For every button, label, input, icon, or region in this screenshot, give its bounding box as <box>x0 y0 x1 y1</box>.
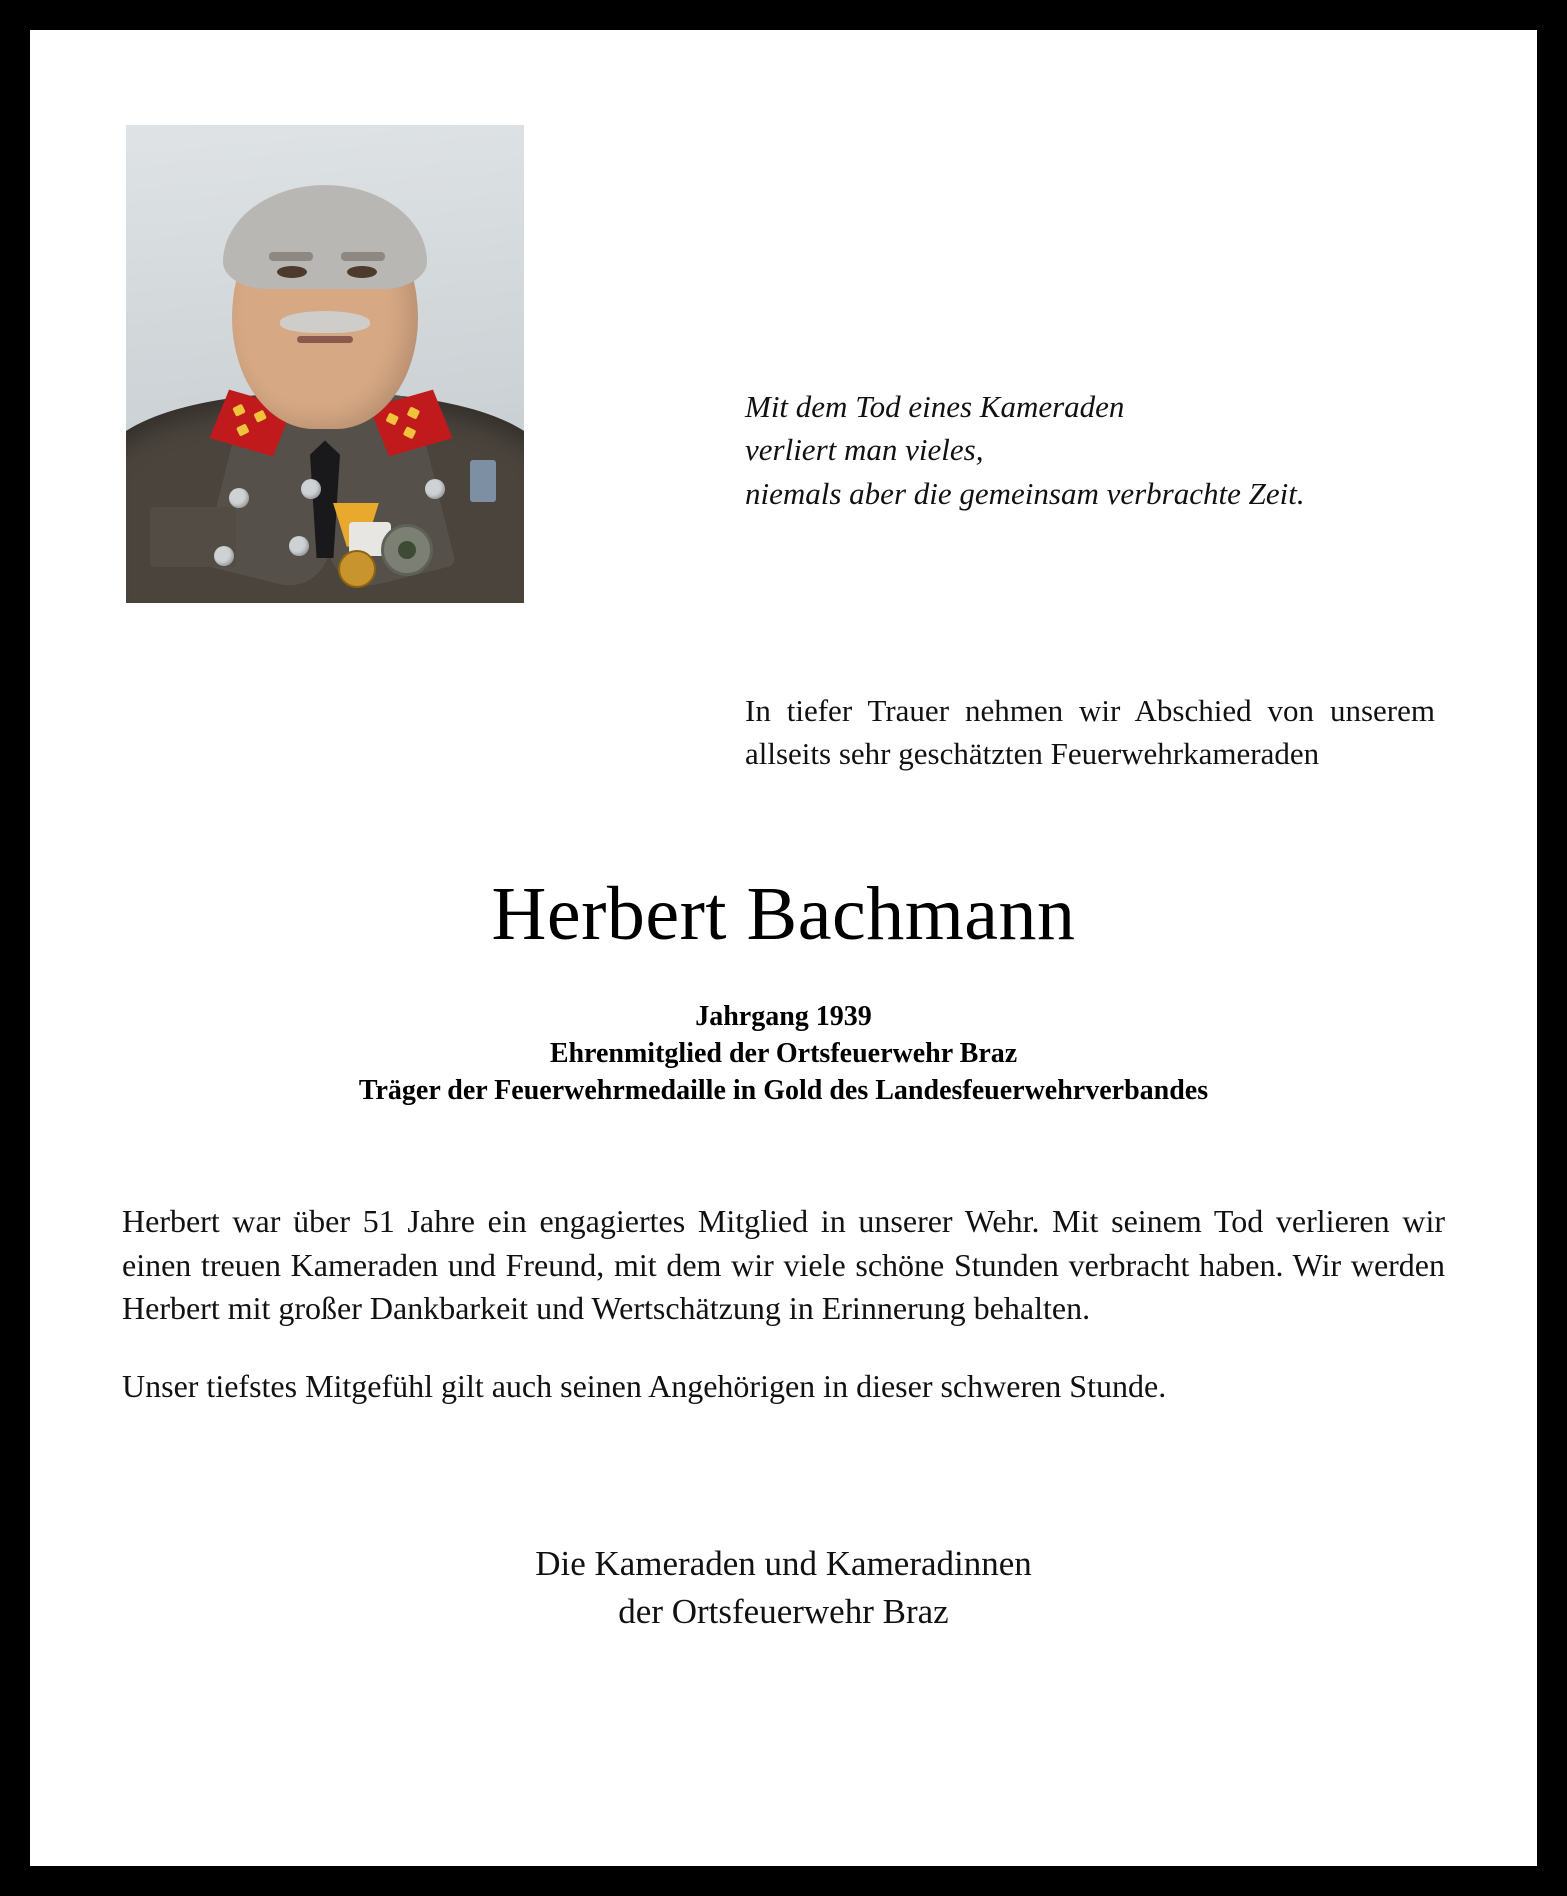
eye-left <box>277 266 307 278</box>
portrait-photo <box>126 125 524 603</box>
intro-paragraph: In tiefer Trauer nehmen wir Abschied von unserem allseits sehr geschätzten Feuerwehrkameraden <box>745 693 1435 771</box>
signature-line-1: Die Kameraden und Kameradinnen <box>535 1544 1032 1583</box>
honors-list <box>30 998 1537 1110</box>
shoulder-patch <box>470 460 496 502</box>
tribute-text <box>122 1200 1445 1408</box>
eye-right <box>347 266 377 278</box>
rank-star-icon <box>386 413 400 426</box>
deceased-name: Herbert Bachmann <box>491 872 1076 956</box>
title-gold-medal: Träger der Feuerwehrmedaille in Gold des Landesfeuerwehrverbandes <box>358 1075 1209 1107</box>
tribute-paragraph-1: Herbert war über 51 Jahre ein engagiertes Mitglied in unserer Wehr. Mit seinem Tod verlieren wir einen treuen Kameraden und Freund, mit dem wir viele schöne Stunden verbracht haben. Wir werden Herbert mit großer Dankbarkeit und Wertschätzung in Erinnerung behalten. <box>122 1203 1445 1327</box>
eyebrow-right <box>341 252 385 261</box>
rank-star-icon <box>253 410 267 423</box>
jacket-button <box>301 479 321 499</box>
signature-block <box>30 1540 1537 1635</box>
quote-line-1: Mit dem Tod eines Kameraden <box>745 389 1125 424</box>
service-badge-icon <box>381 524 433 576</box>
mustache <box>280 311 370 333</box>
rank-star-icon <box>232 404 246 417</box>
title-honorary-member: Ehrenmitglied der Ortsfeuerwehr Braz <box>549 1038 1018 1070</box>
notice-inner <box>30 30 1537 1866</box>
rank-star-icon <box>236 424 250 437</box>
memorial-quote <box>745 385 1505 515</box>
title-birth-year: Jahrgang 1939 <box>695 1001 872 1032</box>
quote-line-3: niemals aber die gemeinsam verbrachte Zeit. <box>745 475 1305 511</box>
eyebrow-left <box>269 252 313 261</box>
rank-star-icon <box>407 407 421 420</box>
jacket-button <box>214 546 234 566</box>
gold-medal-icon <box>338 550 376 588</box>
rank-star-icon <box>403 427 417 440</box>
quote-line-2: verliert man vieles, <box>745 432 984 468</box>
tribute-paragraph-2: Unser tiefstes Mitgefühl gilt auch seinen Angehörigen in dieser schweren Stunde. <box>122 1367 1167 1404</box>
jacket-button <box>425 479 445 499</box>
mouth <box>297 336 353 343</box>
signature-line-2: der Ortsfeuerwehr Braz <box>618 1591 949 1631</box>
